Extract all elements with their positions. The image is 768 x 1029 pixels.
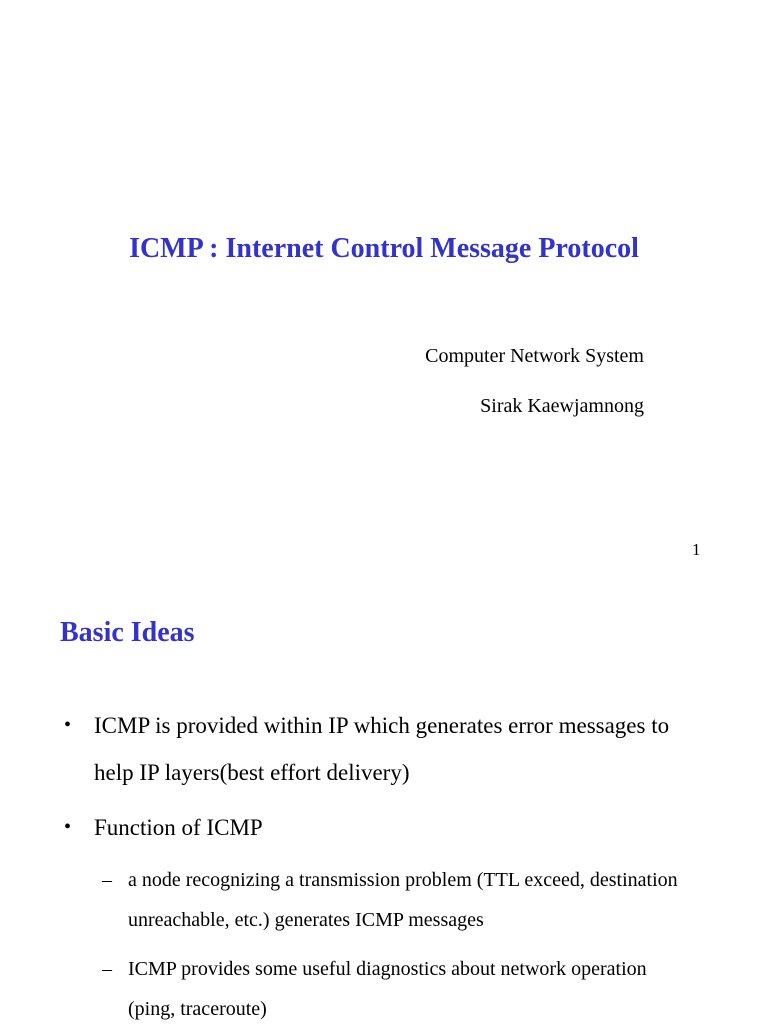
subbullet-marker: –: [102, 869, 112, 891]
slide-title: ICMP : Internet Control Message Protocol: [129, 233, 639, 264]
subbullet-marker: –: [102, 958, 112, 980]
bullet-item: [64, 702, 714, 796]
bullet-text: ICMP is provided within IP which generates error messages to help IP layers(best effort delivery): [94, 713, 670, 785]
subbullet-item: [102, 860, 688, 940]
course-name: Computer Network System: [425, 345, 644, 367]
bullet-marker: •: [64, 714, 72, 736]
subbullet-item: [102, 949, 688, 1029]
bullet-text: Function of ICMP: [94, 815, 263, 840]
subbullet-text: ICMP provides some useful diagnostics about network operation (ping, traceroute): [128, 958, 647, 1020]
bullet-item: [64, 804, 714, 851]
section-heading: Basic Ideas: [60, 617, 195, 648]
subbullet-text: a node recognizing a transmission problem (TTL exceed, destination unreachable, etc.) generates ICMP messages: [128, 869, 678, 931]
author-name: Sirak Kaewjamnong: [480, 395, 644, 417]
bullet-marker: •: [64, 816, 72, 838]
page-number: 1: [692, 540, 701, 559]
